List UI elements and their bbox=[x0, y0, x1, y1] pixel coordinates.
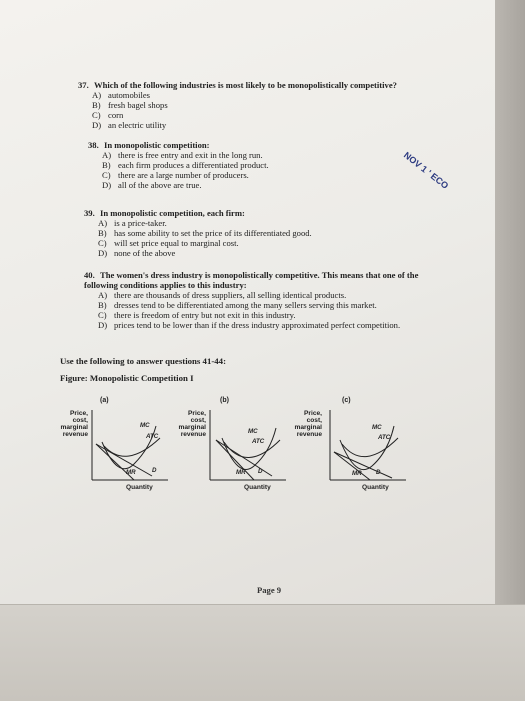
panel-c-x-axis-label: Quantity bbox=[362, 484, 389, 491]
panel-c-y-axis-label: Price, cost, marginal revenue bbox=[294, 410, 322, 438]
underlying-page-edge bbox=[495, 0, 525, 700]
panel-b-x-axis-label: Quantity bbox=[244, 484, 271, 491]
atc-label: ATC bbox=[146, 433, 159, 440]
instructions: Use the following to answer questions 41-44: bbox=[60, 356, 227, 366]
page-number: Page 9 bbox=[257, 585, 282, 595]
atc-label: ATC bbox=[252, 438, 265, 445]
question-number: 38. bbox=[88, 140, 99, 150]
question-37 bbox=[78, 80, 438, 130]
question-39 bbox=[84, 208, 444, 258]
panel-a-label: (a) bbox=[100, 397, 109, 404]
option: A) automobiles bbox=[92, 90, 151, 100]
panel-a-graph bbox=[90, 408, 170, 488]
mr-curve bbox=[216, 440, 254, 480]
question-number: 39. bbox=[84, 208, 95, 218]
mc-label: MC bbox=[140, 422, 150, 429]
figure-title: Figure: Monopolistic Competition I bbox=[60, 373, 194, 383]
panel-a-x-axis-label: Quantity bbox=[126, 484, 153, 491]
option: A) there are thousands of dress suppliers, all selling identical products. bbox=[98, 290, 347, 300]
panel-a-y-axis-label: Price, cost, marginal revenue bbox=[60, 410, 88, 438]
option: B) fresh bagel shops bbox=[92, 100, 168, 110]
option: D) prices tend to be lower than if the dress industry approximated perfect competition. bbox=[98, 320, 401, 330]
panel-b-graph bbox=[208, 408, 288, 488]
option: C) there is freedom of entry but not exit in this industry. bbox=[98, 310, 296, 320]
question-stem: Which of the following industries is most likely to be monopolistically competitive? bbox=[94, 80, 397, 90]
option: D) an electric utility bbox=[92, 120, 167, 130]
mr-label: MR bbox=[236, 469, 246, 476]
panel-c-label: (c) bbox=[342, 397, 351, 404]
question-40 bbox=[84, 270, 429, 330]
question-stem: In monopolistic competition: bbox=[104, 140, 210, 150]
mr-label: MR bbox=[126, 469, 136, 476]
option: B) each firm produces a differentiated product. bbox=[102, 160, 269, 170]
option: C) will set price equal to marginal cost. bbox=[98, 238, 239, 248]
mr-label: MR bbox=[352, 470, 362, 477]
option: A) is a price-taker. bbox=[98, 218, 167, 228]
question-number: 37. bbox=[78, 80, 89, 90]
option: D) none of the above bbox=[98, 248, 176, 258]
panel-c-graph bbox=[328, 408, 408, 488]
option: C) corn bbox=[92, 110, 124, 120]
question-stem: In monopolistic competition, each firm: bbox=[100, 208, 245, 218]
option: B) dresses tend to be differentiated among the many sellers serving this market. bbox=[98, 300, 377, 310]
question-stem: The women's dress industry is monopolistically competitive. This means that one of the following conditions applies to this industry: bbox=[84, 270, 419, 290]
demand-label: D bbox=[258, 468, 263, 475]
question-38 bbox=[88, 140, 428, 190]
option: D) all of the above are true. bbox=[102, 180, 202, 190]
demand-label: D bbox=[376, 469, 381, 476]
panel-b-y-axis-label: Price, cost, marginal revenue bbox=[178, 410, 206, 438]
atc-label: ATC bbox=[378, 434, 391, 441]
question-number: 40. bbox=[84, 270, 95, 280]
demand-label: D bbox=[152, 467, 157, 474]
option: B) has some ability to set the price of its differentiated good. bbox=[98, 228, 312, 238]
option: C) there are a large number of producers. bbox=[102, 170, 249, 180]
page-fold-shadow bbox=[0, 604, 525, 701]
mc-label: MC bbox=[248, 428, 258, 435]
panel-b-label: (b) bbox=[220, 397, 229, 404]
mc-label: MC bbox=[372, 424, 382, 431]
date-stamp: NOV 1 ' ECO bbox=[401, 150, 451, 191]
option: A) there is free entry and exit in the long run. bbox=[102, 150, 263, 160]
